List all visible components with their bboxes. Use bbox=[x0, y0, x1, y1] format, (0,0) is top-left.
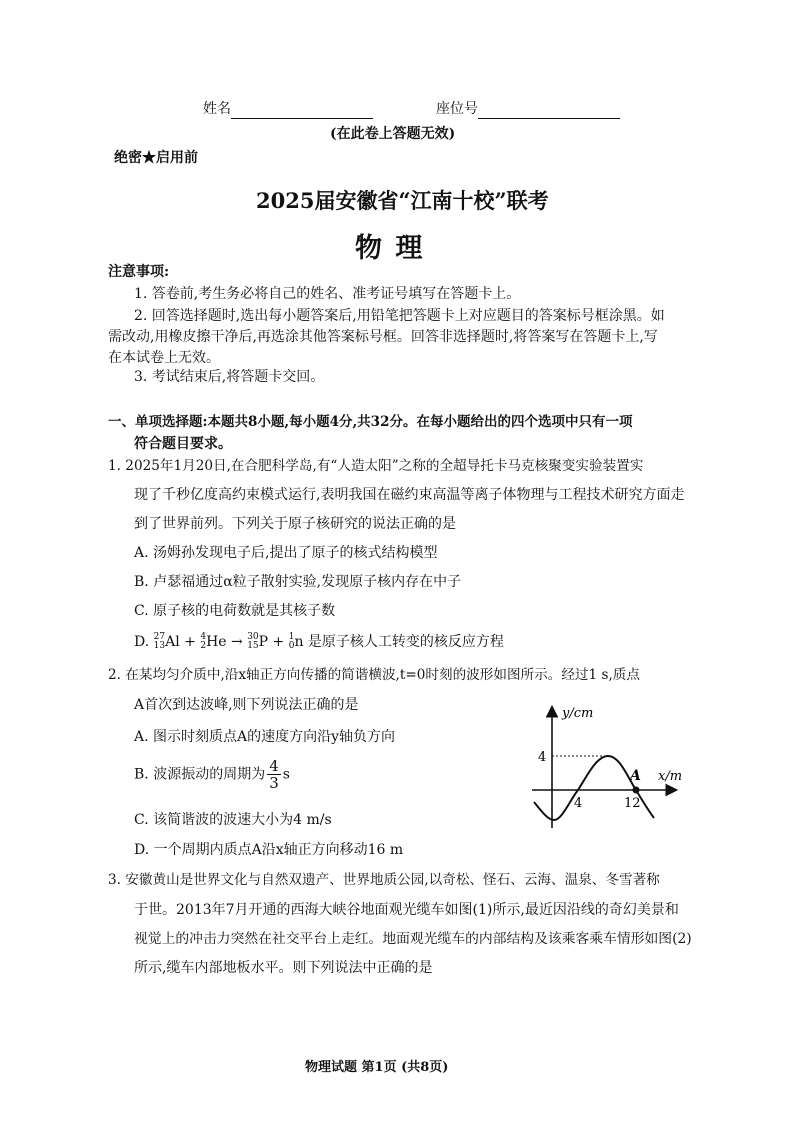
notice-item-3: 3. 考试结束后,将答题卡交回。 bbox=[134, 369, 325, 385]
seat-field bbox=[436, 99, 620, 119]
q3-stem-line-3: 视觉上的冲击力突然在社交平台上走红。地面观光缆车的内部结构及该乘客乘车情形如图(2) bbox=[134, 931, 692, 947]
q2-stem-line-2: A首次到达波峰,则下列说法正确的是 bbox=[134, 697, 359, 713]
name-blank bbox=[231, 102, 373, 119]
wave-graph bbox=[520, 700, 690, 835]
seat-blank bbox=[478, 102, 620, 119]
subject-title: 物 理 bbox=[355, 233, 425, 264]
section-1-heading-line-2: 符合题目要求。 bbox=[134, 436, 232, 452]
notice-item-2-line-2: 需改动,用橡皮擦干净后,再选涂其他答案标号框。回答非选择题时,将答案写在答题卡上,写 bbox=[108, 329, 658, 345]
y-axis-label: y/cm bbox=[562, 706, 594, 721]
section-1-heading-line-1: 一、单项选择题:本题共8小题,每小题4分,共32分。在每小题给出的四个选项中只有一项 bbox=[108, 414, 633, 430]
notice-item-2-line-1: 2. 回答选择题时,选出每小题答案后,用铅笔把答题卡上对应题目的答案标号框涂黑。如 bbox=[134, 308, 665, 324]
q2-option-b bbox=[134, 758, 290, 791]
notice-item-2-line-3: 在本试卷上无效。 bbox=[108, 350, 220, 366]
fraction-denominator: 3 bbox=[269, 774, 279, 792]
point-a-label: A bbox=[630, 768, 641, 784]
q1-option-c: C. 原子核的电荷数就是其核子数 bbox=[134, 603, 336, 619]
q2-option-d: D. 一个周期内质点A沿x轴正方向移动16 m bbox=[134, 842, 404, 858]
x-tick-12: 12 bbox=[624, 796, 641, 811]
period-fraction bbox=[267, 758, 281, 791]
q1-option-d-suffix: 是原子核人工转变的核反应方程 bbox=[307, 634, 504, 650]
y-tick-4: 4 bbox=[538, 750, 547, 765]
q3-stem-line-1: 3. 安徽黄山是世界文化与自然双遗产、世界地质公园,以奇松、怪石、云海、温泉、冬雪著称 bbox=[108, 872, 660, 888]
q3-stem-line-2: 于世。2013年7月开通的西海大峡谷地面观光缆车如图(1)所示,最近因沿线的奇幻美景和 bbox=[134, 902, 679, 918]
exam-title: 2025届安徽省“江南十校”联考 bbox=[256, 188, 549, 213]
point-a bbox=[633, 787, 640, 794]
q1-stem-line-1: 1. 2025年1月20日,在合肥科学岛,有“人造太阳”之称的全超导托卡马克核聚变实验装置实 bbox=[108, 458, 644, 474]
notice-heading: 注意事项: bbox=[108, 264, 170, 280]
q1-stem-line-2: 现了千秒亿度高约束模式运行,表明我国在磁约束高温等离子体物理与工程技术研究方面走 bbox=[134, 487, 685, 503]
q3-stem-line-4: 所示,缆车内部地板水平。则下列说法中正确的是 bbox=[134, 960, 433, 976]
name-field bbox=[203, 99, 373, 119]
page-footer: 物理试题 第1页 (共8页) bbox=[305, 1060, 449, 1075]
period-unit: s bbox=[282, 766, 290, 783]
name-label: 姓名 bbox=[203, 101, 231, 117]
nuclear-equation: 27 13Al + 4 2He → 30 15P + 1 0n bbox=[153, 632, 308, 651]
secret-mark: 绝密★启用前 bbox=[114, 150, 198, 166]
fraction-numerator: 4 bbox=[269, 757, 279, 775]
notice-item-1: 1. 答卷前,考生务必将自己的姓名、准考证号填写在答题卡上。 bbox=[134, 286, 521, 302]
q1-stem-line-3: 到了世界前列。下列关于原子核研究的说法正确的是 bbox=[134, 516, 456, 532]
q1-option-a: A. 汤姆孙发现电子后,提出了原子的核式结构模型 bbox=[134, 545, 438, 561]
x-axis-label: x/m bbox=[658, 769, 683, 784]
q1-option-d-prefix: D. bbox=[134, 634, 150, 650]
q2-option-a: A. 图示时刻质点A的速度方向沿y轴负方向 bbox=[134, 729, 396, 745]
q1-option-b: B. 卢瑟福通过α粒子散射实验,发现原子核内存在中子 bbox=[134, 574, 462, 590]
x-tick-4: 4 bbox=[574, 796, 583, 811]
q2-option-c: C. 该简谐波的波速大小为4 m/s bbox=[134, 812, 332, 828]
invalid-note: (在此卷上答题无效) bbox=[330, 126, 456, 142]
q1-option-d bbox=[134, 632, 504, 652]
q2-option-b-prefix: B. 波源振动的周期为 bbox=[134, 766, 266, 783]
seat-label: 座位号 bbox=[436, 101, 478, 117]
q2-stem-line-1: 2. 在某均匀介质中,沿x轴正方向传播的简谐横波,t=0时刻的波形如图所示。经过1 s,质点 bbox=[108, 667, 640, 683]
